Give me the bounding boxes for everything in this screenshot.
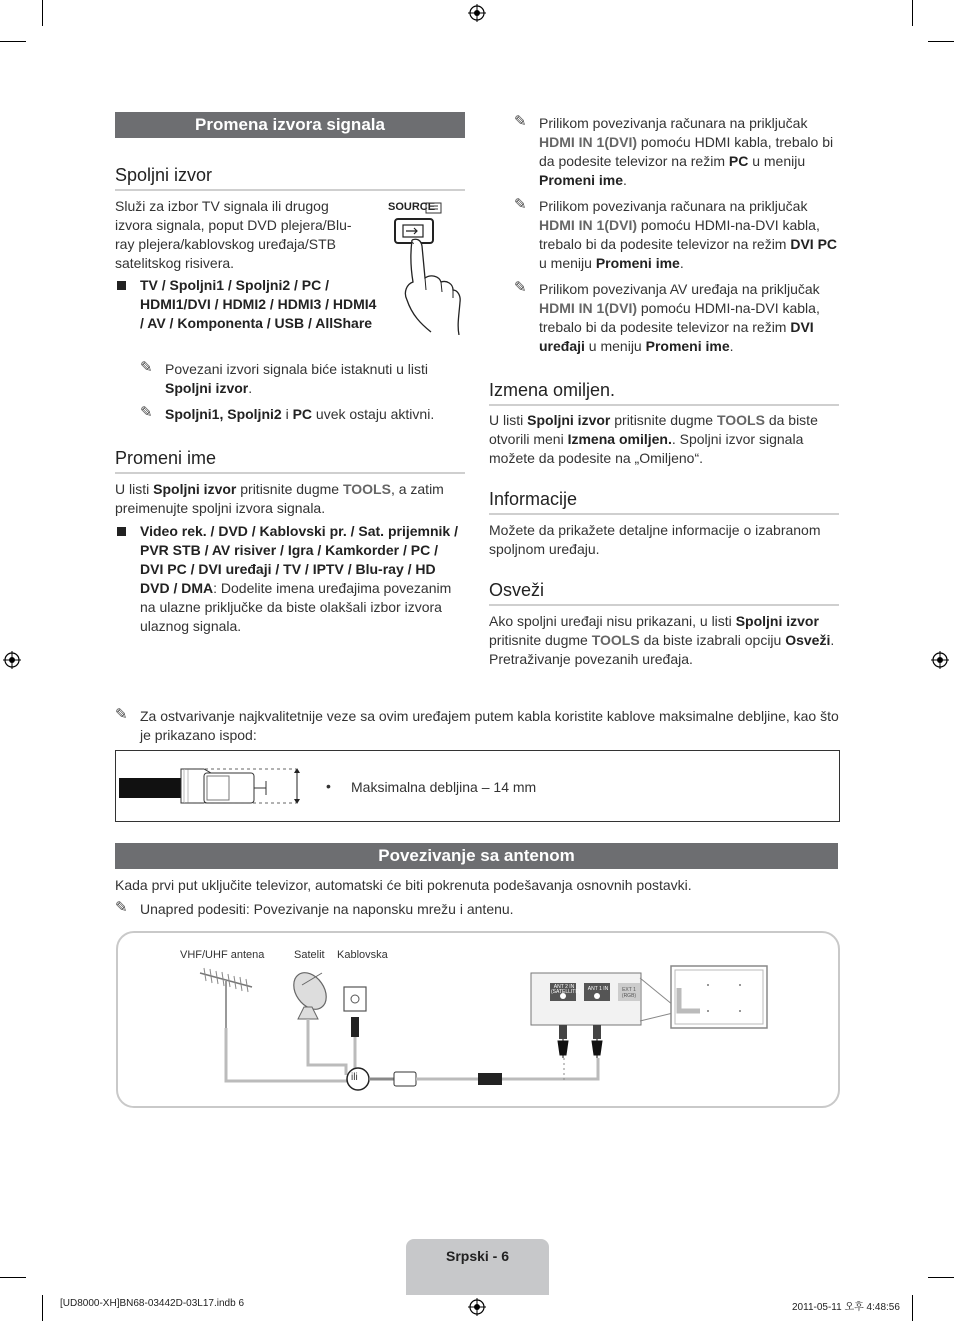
port-ant1: ANT 1 IN bbox=[587, 986, 609, 992]
crop-mark bbox=[0, 41, 26, 42]
port-ext1: EXT 1 (RGB) bbox=[621, 987, 637, 999]
cable-thickness-box bbox=[115, 750, 840, 822]
thickness-item: Maksimalna debljina – 14 mm bbox=[351, 779, 537, 795]
registration-mark-icon bbox=[468, 1298, 486, 1316]
cable-note: Za ostvarivanje najkvalitetnije veze sa ovim uređajem putem kabla koristite kablove maksimalne debljine, kao što je prikazano ispod: bbox=[140, 708, 839, 743]
note-text: Prilikom povezivanja računara na priključak HDMI IN 1(DVI) pomoću HDMI-na-DVI kabla, trebalo bi da podesite televizor na režim DVI PC u meniju Promeni ime. bbox=[539, 198, 838, 271]
connection-diagram-graphic bbox=[118, 933, 838, 1106]
note-text: Prilikom povezivanja AV uređaja na priključak HDMI IN 1(DVI) pomoću HDMI-na-DVI kabla, trebalo bi da podesite televizor na režim DVI uređaji u meniju Promeni ime. bbox=[539, 281, 820, 354]
crop-mark bbox=[0, 1277, 26, 1278]
section-heading: Informacije bbox=[489, 489, 839, 515]
crop-mark bbox=[912, 1295, 913, 1321]
crop-mark bbox=[928, 1277, 954, 1278]
section-heading: Spoljni izvor bbox=[115, 165, 465, 191]
remote-source-illustration bbox=[387, 200, 465, 335]
label-or: ili bbox=[351, 1072, 358, 1083]
section-bar-title: Promena izvora signala bbox=[115, 112, 465, 138]
vhf-antenna-icon bbox=[200, 968, 252, 1028]
crop-mark bbox=[928, 41, 954, 42]
rename-list: Video rek. / DVD / Kablovski pr. / Sat. prijemnik / PVR STB / AV risiver / Igra / Kamkorder / PC / DVI PC / DVI uređaji / TV / IPTV / Blu-ray / HD DVD / DMA: Dodelite imena uređajima povezanim na ulazne priključke da biste olakšali izbor izvora ulaznog signala. bbox=[140, 523, 458, 634]
crop-mark bbox=[912, 0, 913, 26]
antenna-note: Unapred podesiti: Povezivanje na naponsku mrežu i antenu. bbox=[140, 901, 514, 917]
favorites-paragraph: U listi Spoljni izvor pritisnite dugme TOOLS da biste otvorili meni Izmena omiljen.. Spoljni izvor signala možete da podesite na „Omiljeno“. bbox=[489, 412, 818, 466]
registration-mark-icon bbox=[468, 4, 486, 22]
label-vhf-antenna: VHF/UHF antena bbox=[180, 949, 265, 961]
note-pencil-icon: ✎ bbox=[115, 706, 128, 723]
refresh-paragraph: Ako spoljni uređaji nisu prikazani, u listi Spoljni izvor pritisnite dugme TOOLS da biste izabrali opciju Osveži. Pretraživanje povezanih uređaja. bbox=[489, 613, 835, 667]
note-text: Povezani izvori signala biće istaknuti u listi Spoljni izvor. bbox=[165, 361, 429, 396]
port-ant2: ANT 2 IN (SATELLITE) bbox=[551, 984, 581, 995]
registration-mark-icon bbox=[931, 651, 949, 669]
note-text: Spoljni1, Spoljni2 i PC uvek ostaju aktivni. bbox=[165, 406, 435, 422]
source-list: TV / Spoljni1 / Spoljni2 / PC / HDMI1/DVI / HDMI2 / HDMI3 / HDMI4 / AV / Komponenta / USB / AllShare bbox=[140, 277, 377, 331]
source-label: SOURCE bbox=[388, 201, 436, 213]
section-heading: Promeni ime bbox=[115, 448, 465, 474]
note-pencil-icon: ✎ bbox=[115, 899, 128, 916]
satellite-dish-icon bbox=[287, 967, 333, 1019]
info-paragraph: Možete da prikažete detaljne informacije o izabranom spoljnom uređaju. bbox=[489, 522, 821, 557]
hand-pressing-button-icon bbox=[387, 200, 465, 335]
intro-paragraph: Služi za izbor TV signala ili drugog izvora signala, poput DVD plejera/Blu-ray plejera/kablovskog uređaja/STB satelitskog risivera. bbox=[115, 198, 352, 271]
antenna-intro: Kada prvi put uključite televizor, automatski će biti pokrenuta podešavanja osnovnih postavki. bbox=[115, 877, 692, 893]
note-pencil-icon: ✎ bbox=[514, 279, 527, 296]
section-heading: Izmena omiljen. bbox=[489, 380, 839, 406]
crop-mark bbox=[42, 1295, 43, 1321]
file-info: [UD8000-XH]BN68-03442D-03L17.indb 6 bbox=[60, 1298, 245, 1309]
bullet-square bbox=[117, 281, 126, 290]
page-number-tab: Srpski - 6 bbox=[406, 1239, 549, 1295]
note-pencil-icon: ✎ bbox=[514, 113, 527, 130]
registration-mark-icon bbox=[3, 651, 21, 669]
timestamp: 2011-05-11 오후 4:48:56 bbox=[792, 1302, 900, 1313]
cable-connector-icon bbox=[116, 751, 316, 821]
wall-socket-icon bbox=[344, 987, 366, 1037]
crop-mark bbox=[42, 0, 43, 26]
label-cable: Kablovska bbox=[337, 949, 388, 961]
note-pencil-icon: ✎ bbox=[140, 359, 153, 376]
label-satellite: Satelit bbox=[294, 949, 325, 961]
note-pencil-icon: ✎ bbox=[140, 404, 153, 421]
note-pencil-icon: ✎ bbox=[514, 196, 527, 213]
antenna-diagram bbox=[116, 931, 840, 1108]
tv-outline-icon bbox=[671, 966, 767, 1028]
bullet-dot: • bbox=[326, 778, 331, 794]
bullet-square bbox=[117, 527, 126, 536]
section-bar-title: Povezivanje sa antenom bbox=[115, 843, 838, 869]
rename-paragraph: U listi Spoljni izvor pritisnite dugme TOOLS, a zatim preimenujte spoljni izvora signala. bbox=[115, 481, 444, 516]
section-heading: Osveži bbox=[489, 580, 839, 606]
note-text: Prilikom povezivanja računara na priključak HDMI IN 1(DVI) pomoću HDMI kabla, trebalo bi da podesite televizor na režim PC u meniju Promeni ime. bbox=[539, 115, 834, 188]
